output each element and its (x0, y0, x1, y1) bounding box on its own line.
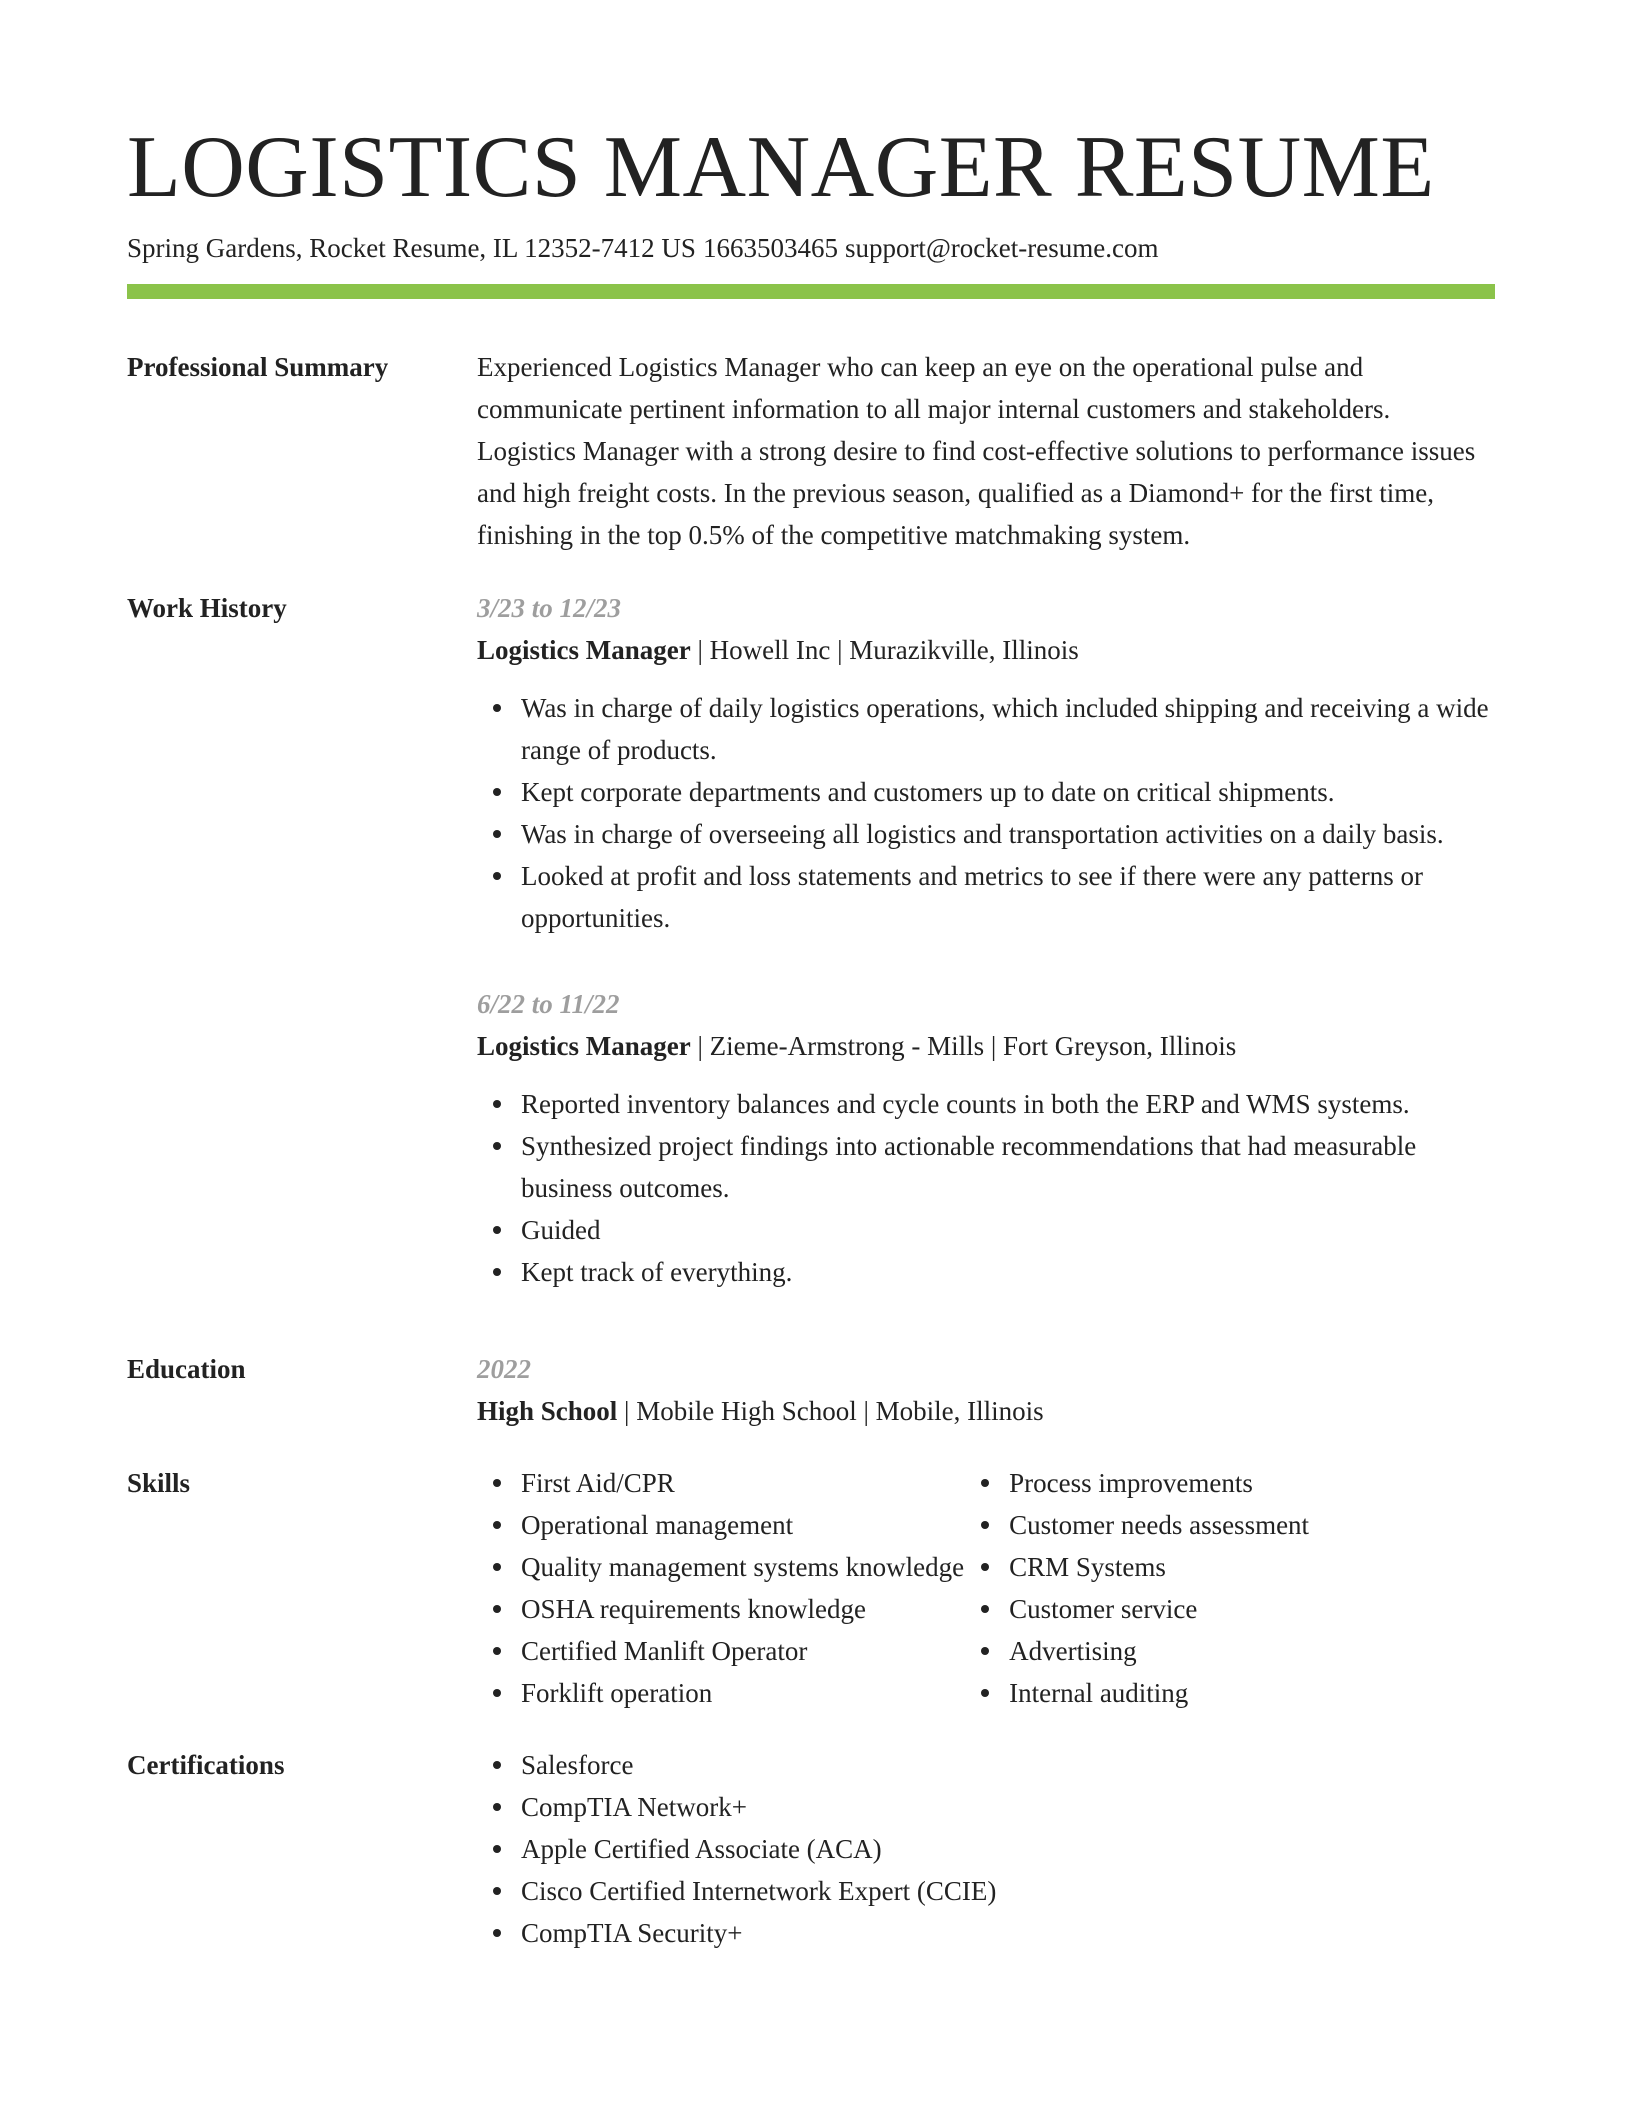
skill-item: Certified Manlift Operator (521, 1630, 965, 1672)
certification-item: Cisco Certified Internetwork Expert (CCIE) (521, 1870, 1495, 1912)
job-dates: 6/22 to 11/22 (477, 989, 620, 1019)
education-heading (477, 1390, 1495, 1432)
job-bullet-list (477, 687, 1495, 939)
summary-label: Professional Summary (127, 352, 389, 382)
resume-title: LOGISTICS MANAGER RESUME (127, 119, 1435, 216)
work-history-body (477, 587, 1495, 1293)
job-bullet: Was in charge of daily logistics operations, which included shipping and receiving a wide range of products. (521, 687, 1495, 771)
job-title: Logistics Manager (477, 635, 691, 665)
job-bullet: Kept corporate departments and customers up to date on critical shipments. (521, 771, 1495, 813)
job-bullet: Looked at profit and loss statements and metrics to see if there were any patterns or opportunities. (521, 855, 1495, 939)
certifications-body (477, 1744, 1495, 1954)
certification-item: CompTIA Network+ (521, 1786, 1495, 1828)
job-bullet: Synthesized project findings into actionable recommendations that had measurable business outcomes. (521, 1125, 1495, 1209)
job-details: | Howell Inc | Murazikville, Illinois (690, 635, 1079, 665)
skill-item: Customer needs assessment (1009, 1504, 1495, 1546)
header-accent-rule (127, 284, 1495, 299)
skill-item: OSHA requirements knowledge (521, 1588, 965, 1630)
contact-phone: 1663503465 (702, 233, 838, 263)
skill-item: Forklift operation (521, 1672, 965, 1714)
skills-list-column-2 (965, 1462, 1495, 1714)
job-bullet: Reported inventory balances and cycle counts in both the ERP and WMS systems. (521, 1083, 1495, 1125)
skills-body (477, 1462, 1495, 1714)
skills-label: Skills (127, 1468, 191, 1498)
job-bullet: Kept track of everything. (521, 1251, 1495, 1293)
education-label: Education (127, 1354, 246, 1384)
skill-item: Advertising (1009, 1630, 1495, 1672)
job-heading (477, 629, 1495, 671)
job-bullet: Guided (521, 1209, 1495, 1251)
skill-item: Process improvements (1009, 1462, 1495, 1504)
certification-item: Salesforce (521, 1744, 1495, 1786)
skill-item: Quality management systems knowledge (521, 1546, 965, 1588)
job-dates: 3/23 to 12/23 (477, 593, 622, 623)
education-year: 2022 (477, 1354, 531, 1384)
certifications-list (477, 1744, 1495, 1954)
summary-body (477, 346, 1495, 556)
certification-item: CompTIA Security+ (521, 1912, 1495, 1954)
job-title: Logistics Manager (477, 1031, 691, 1061)
summary-text: Experienced Logistics Manager who can keep an eye on the operational pulse and communicate pertinent information to all major internal customers and stakeholders. Logistics Manager with a strong desire to find cost-effective solutions to performance issues and high freight costs. In the previous season, qualified as a Diamond+ for the first time, finishing in the top 0.5% of the competitive matchmaking system. (477, 352, 1476, 550)
skills-list-column-1 (477, 1462, 965, 1714)
contact-line (127, 230, 1158, 266)
skill-item: First Aid/CPR (521, 1462, 965, 1504)
contact-email[interactable]: support@rocket-resume.com (844, 233, 1159, 263)
skill-item: Operational management (521, 1504, 965, 1546)
education-degree: High School (477, 1396, 618, 1426)
job-bullet: Was in charge of overseeing all logistics and transportation activities on a daily basis. (521, 813, 1495, 855)
job-details: | Zieme-Armstrong - Mills | Fort Greyson, Illinois (690, 1031, 1237, 1061)
job-heading (477, 1025, 1495, 1067)
job-bullet-list (477, 1083, 1495, 1293)
certification-item: Apple Certified Associate (ACA) (521, 1828, 1495, 1870)
job-entry (477, 587, 1495, 939)
education-body (477, 1348, 1495, 1432)
education-details: | Mobile High School | Mobile, Illinois (617, 1396, 1044, 1426)
skill-item: Customer service (1009, 1588, 1495, 1630)
skill-item: CRM Systems (1009, 1546, 1495, 1588)
contact-address: Spring Gardens, Rocket Resume, IL 12352-7412 US (127, 233, 696, 263)
work-history-label: Work History (127, 593, 287, 623)
skill-item: Internal auditing (1009, 1672, 1495, 1714)
certifications-label: Certifications (127, 1750, 285, 1780)
job-entry (477, 983, 1495, 1293)
